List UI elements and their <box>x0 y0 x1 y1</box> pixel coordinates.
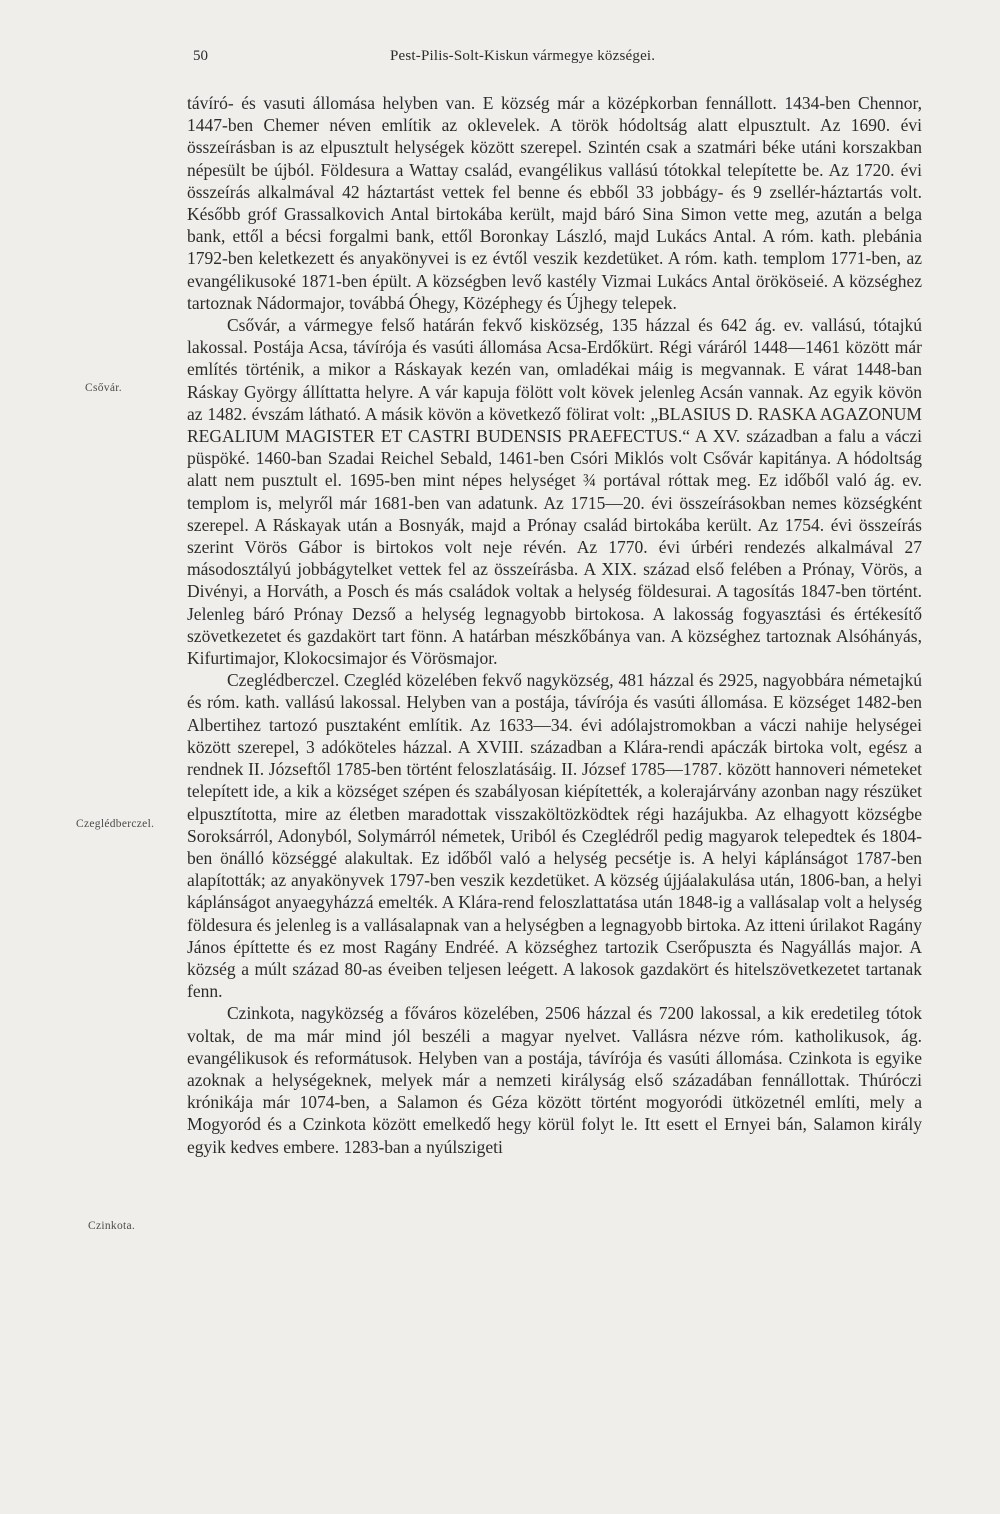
paragraph-csovar: Csővár, a vármegye felső határán fekvő kisközség, 135 házzal és 642 ág. ev. vallású, tótajkú lakossal. Postája Acsa, távírója és vasúti állomása Acsa-Erdőkürt. Régi váráról 1448—1461 között már említés történik, a mikor a Ráskayak kezén van, omladékai máig is megvannak. E várat 1448-ban Ráskay György állíttatta helyre. A vár kapuja fölött volt kövek jelenleg Acsán vannak. Az egyik kövön az 1482. évszám látható. A másik kövön a következő fölirat volt: „BLASIUS D. RASKA AGAZONUM REGALIUM MAGISTER ET CASTRI BUDENSIS PRAEFECTUS.“ A XV. században a falu a váczi püspöké. 1460-ban Szadai Reichel Sebald, 1461-ben Csóri Miklós volt Csővár kapitánya. A hódoltság alatt nem pusztult el. 1695-ben mint népes helységet ¾ portával róttak meg. Ez időből való ág. ev. templom is, melyről már 1681-ben van adatunk. Az 1715—20. évi összeírásokban nemes községként szerepel. A Ráskayak után a Bosnyák, majd a Prónay család birtokába került. Az 1754. évi összeírás szerint Vörös Gábor is birtokos volt neje révén. Az 1770. évi úrbéri rendezés alkalmával 27 másodosztályú jobbágytelket vettek fel az összeírásba. A XIX. század első felében a Prónay, Vörös, a Divényi, a Horváth, a Posch és más családok voltak a helység földesurai. A tagosítás 1847-ben történt. Jelenleg báró Prónay Dezső a helység legnagyobb birtokosa. A lakosság fogyasztási és értékesítő szövetkezetet és gazdakört tart fönn. A határban mészkőbánya van. A községhez tartoznak Alsóhányás, Kifurtimajor, Klokocsimajor és Vörösmajor. <box>187 315 922 669</box>
margin-note-czinkota: Czinkota. <box>88 1220 136 1232</box>
paragraph-intro: távíró- és vasuti állomása helyben van. E község már a középkorban fennállott. 1434-ben Chennor, 1447-ben Chemer néven említik az oklevelek. A török hódoltság alatt elpusztult. Az 1690. évi összeírásban is az elpusztult helységek között szerepel. Szintén csak a szatmári béke utáni korszakban népesült be újból. Földesura a Wattay család, evangélikus vallású tótokkal telepítette be. Az 1720. évi összeírás alkalmával 42 háztartást vettek fel benne és ebből 33 jobbágy- és 9 zsellér-háztartás volt. Később gróf Grassalkovich Antal birtokába került, majd báró Sina Simon vette meg, azután a belga bank, ettől a bécsi forgalmi bank, ettől Boronkay László, majd Lukács Antal. A róm. kath. plebánia 1792-ben keletkezett és anyakönyvei is ez évtől veszik kezdetüket. A róm. kath. templom 1771-ben, az evangélikusoké 1871-ben épült. A községben levő kastély Vizmai Lukács Antal örököseié. A községhez tartoznak Nádormajor, továbbá Óhegy, Középhegy és Újhegy telepek. <box>187 93 922 313</box>
running-title: Pest-Pilis-Solt-Kiskun vármegye községei. <box>390 48 656 64</box>
page-header <box>0 48 1000 72</box>
margin-note-czegledberczel: Czeglédberczel. <box>76 818 155 830</box>
page-number: 50 <box>193 48 208 64</box>
paragraph-czegledberczel: Czeglédberczel. Czegléd közelében fekvő nagyközség, 481 házzal és 2925, nagyobbára németajkú és róm. kath. vallású lakossal. Helyben van a postája, távírója és vasúti állomása. E községet 1482-ben Albertihez tartozó pusztaként említik. Az 1633—34. évi adólajstromokban a váczi nahije helységei között szerepel, 3 adóköteles házzal. A XVIII. században a Klára-rendi apáczák birtoka volt, egész a rendnek II. Józseftől 1785-ben történt feloszlatásáig. II. József 1785—1787. között hannoveri németeket telepített ide, a kik a községet szépen és szabályosan kiépítették, a kolerajárvány azonban nagy részüket elpusztította, mire az életben maradottak visszaköltözködtek régi hazájukba. Az elhagyott községbe Soroksárról, Adonyból, Solymárról németek, Uriból és Czeglédről pedig magyarok telepedtek és 1804-ben önálló községgé alakultak. Ez időből való a helység pecsétje is. A helyi káplánságot 1787-ben alapították; az anyakönyvek 1797-ben veszik kezdetüket. A község újjáalakulása után, 1806-ban, a helyi káplánságot anyaegyházzá emelték. A Klára-rend feloszlattatása után 1848-ig a vallásalap volt a helység földesura és jelenleg is a vallásalapnak van a helységben a legnagyobb birtoka. Az itteni úrilakot Ragány János építtette és ez most Ragány Endréé. A községhez tartozik Cserőpuszta és Nagyállás major. A község a múlt század 80-as éveiben teljesen leégett. A lakosok gazdakört és hitelszövetkezetet tartanak fenn. <box>187 670 922 1002</box>
margin-note-csovar: Csővár. <box>85 382 122 394</box>
body-text <box>187 92 922 1158</box>
paragraph-czinkota: Czinkota, nagyközség a főváros közelében, 2506 házzal és 7200 lakossal, a kik eredetileg tótok voltak, de ma már mind jól beszéli a magyar nyelvet. Vallásra nézve róm. katholikusok, ág. evangélikusok és reformátusok. Helyben van a postája, távírója és vasúti állomása. Czinkota is egyike azoknak a helységeknek, melyek már a nemzeti királyság első századában fennállottak. Thúróczi krónikája már 1074-ben, a Salamon és Géza között történt mogyoródi ütközetnél említi, mely a Mogyoród és a Czinkota között emelkedő hegy körül folyt le. Itt esett el Ernyei bán, Salamon király egyik kedves embere. 1283-ban a nyúlszigeti <box>187 1003 922 1157</box>
